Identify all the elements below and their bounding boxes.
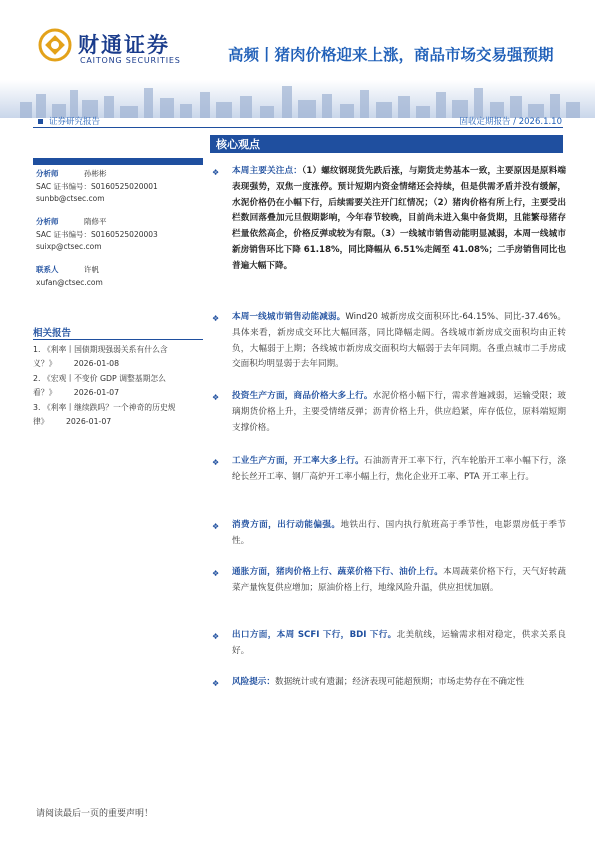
contact-card <box>36 264 103 289</box>
analyst-card <box>36 168 158 206</box>
diamond-bullet-icon: ❖ <box>212 522 220 531</box>
divider <box>33 127 563 128</box>
analyst-email[interactable]: sunbb@ctsec.com <box>36 194 105 203</box>
risk-paragraph: 风险提示：数据统计或有遗漏；经济表现可能超预期；市场走势存在不确定性 <box>232 677 525 687</box>
divider <box>33 339 203 340</box>
investment-paragraph: 投资生产方面，商品价格大多上行。水泥价格小幅下行，需求普遍减弱，运输受限；玻璃期货价格上升，主要受情绪反弹；沥青价格上升，供应趋紧，库存低位，原料端短期支撑价格。 <box>232 391 566 433</box>
diamond-bullet-icon: ❖ <box>212 168 220 177</box>
diamond-bullet-icon: ❖ <box>212 314 220 323</box>
analyst-name: 孙彬彬 <box>84 169 107 178</box>
analyst-role: 分析师 <box>36 217 59 226</box>
report-title: 高频丨猪肉价格迎来上涨，商品市场交易强预期 <box>228 46 554 64</box>
key-focus-paragraph: 本周主要关注点：（1）螺纹钢现货先跌后涨，与期货走势基本一致，主要原因是原料端表现强势，双焦一度涨停。预计短期内资金情绪还会持续，但是供需矛盾并没有缓解，水泥价格仍在小幅下行，后续需要关注开门红情况；（2）猪肉价格有所上行，主要受出栏数回落叠加元旦假期影响，今年春节较晚，目前尚未进入集中备货期，且能繁母猪存栏量依然高企，价格反弹或较为有限。（3）一线城市销售动能明显减弱，本周一线城市新房销售环比下降 61.18%，同比降幅从 6.51%走阔至 41.08%；二手房销售同比也普遍大幅下降。 <box>232 166 566 271</box>
analyst-role: 分析师 <box>36 169 59 178</box>
related-report-item[interactable]: 3. 《利率丨继续跌吗？一个神奇的历史规律》 2026-01-07 <box>33 403 176 426</box>
related-report-item[interactable]: 1. 《利率丨国债期现强弱关系有什么含义？》 2026-01-08 <box>33 345 168 368</box>
diamond-bullet-icon: ❖ <box>212 679 220 688</box>
disclaimer-notice: 请阅读最后一页的重要声明！ <box>36 809 154 819</box>
logo-text: 财通证券 <box>78 33 170 57</box>
related-report-item[interactable]: 2. 《宏观丨不变价 GDP 调整基期怎么看？》 2026-01-07 <box>33 374 166 397</box>
contact-role: 联系人 <box>36 265 59 274</box>
related-reports-title: 相关报告 <box>33 328 72 339</box>
analyst-cert: SAC 证书编号：S0160525020001 <box>36 181 158 191</box>
logo-english: CAITONG SECURITIES <box>80 56 181 65</box>
square-bullet-icon <box>38 119 43 124</box>
caitong-logo-icon <box>38 28 72 62</box>
contact-name: 许帆 <box>84 265 99 274</box>
analyst-card <box>36 216 158 254</box>
report-type-label: 证券研究报告 <box>38 115 100 127</box>
sidebar-bar <box>33 158 203 165</box>
consumption-paragraph: 消费方面，出行动能偏强。地铁出行、国内执行航班高于季节性，电影票房低于季节性。 <box>232 520 566 546</box>
inflation-paragraph: 通胀方面，猪肉价格上行、蔬菜价格下行、油价上行。本周蔬菜价格下行，天气好转蔬菜产量恢复供应增加；原油价格上行，地缘风险升温，供应担忧加剧。 <box>232 567 566 593</box>
core-views-bar <box>210 135 563 153</box>
real-estate-paragraph: 本周一线城市销售动能减弱。Wind20 城新房成交面积环比-64.15%、同比-37.46%。具体来看，新房成交环比大幅回落，同比降幅走阔。各线城市新房成交面积均由正转负，大幅弱于上期；各线城市新房成交面积均大幅弱于去年同期。各重点城市二手房成交面积均明显弱于去年同期。 <box>232 312 566 370</box>
contact-email[interactable]: xufan@ctsec.com <box>36 277 103 287</box>
export-paragraph: 出口方面，本周 SCFI 下行，BDI 下行。北美航线，运输需求相对稳定，供求关系良好。 <box>232 630 566 656</box>
analyst-email[interactable]: suixp@ctsec.com <box>36 242 102 251</box>
industrial-paragraph: 工业生产方面，开工率大多上行。石油沥青开工率下行，汽车轮胎开工率小幅下行，涤纶长丝开工率、钢厂高炉开工率小幅上行，焦化企业开工率、PTA 开工率上行。 <box>232 456 566 482</box>
analyst-cert: SAC 证书编号：S0160525020003 <box>36 229 158 239</box>
analyst-name: 隋修平 <box>84 217 107 226</box>
diamond-bullet-icon: ❖ <box>212 569 220 578</box>
diamond-bullet-icon: ❖ <box>212 632 220 641</box>
header-banner <box>0 80 595 118</box>
report-category-date: 固收定期报告 / 2026.1.10 <box>459 117 562 127</box>
diamond-bullet-icon: ❖ <box>212 393 220 402</box>
core-views-title: 核心观点 <box>216 138 260 151</box>
diamond-bullet-icon: ❖ <box>212 458 220 467</box>
